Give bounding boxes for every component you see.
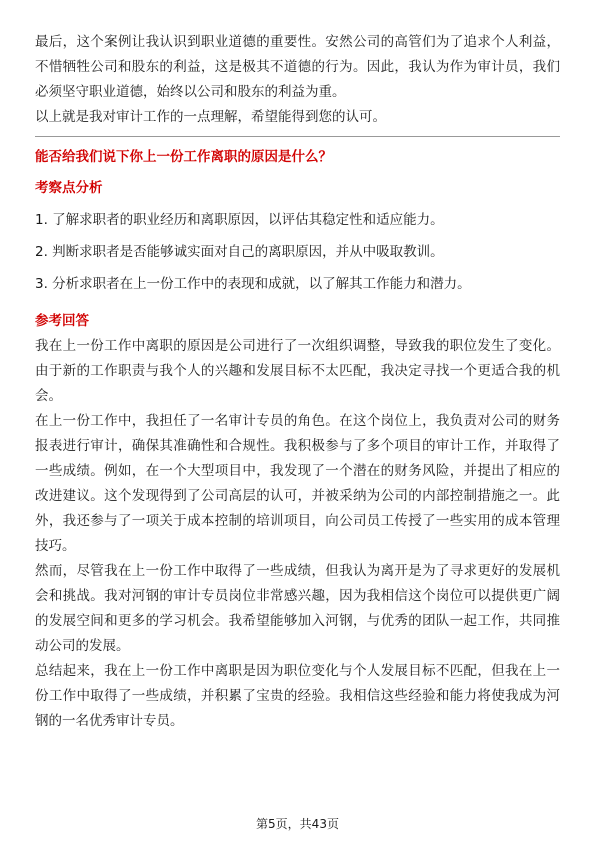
answer-paragraph-1: 我在上一份工作中离职的原因是公司进行了一次组织调整，导致我的职位发生了变化。由于新的工作职责与我个人的兴趣和发展目标不太匹配，我决定寻找一个更适合我的机会。	[35, 338, 560, 404]
intro-paragraph-1: 最后，这个案例让我认识到职业道德的重要性。安然公司的高管们为了追求个人利益，不惜牺牲公司和股东的利益，这是极其不道德的行为。因此，我认为作为审计员，我们必须坚守职业道德，始终以公司和股东的利益为重。	[35, 34, 560, 100]
analysis-item-2: 2. 判断求职者是否能够诚实面对自己的离职原因，并从中吸取教训。	[35, 244, 444, 260]
analysis-item-3: 3. 分析求职者在上一份工作中的表现和成就，以了解其工作能力和潜力。	[35, 276, 471, 292]
analysis-title: 考察点分析	[35, 180, 103, 196]
analysis-item-1: 1. 了解求职者的职业经历和离职原因，以评估其稳定性和适应能力。	[35, 212, 444, 228]
page-number: 第5页，共43页	[256, 817, 339, 831]
answer-paragraph-2: 在上一份工作中，我担任了一名审计专员的角色。在这个岗位上，我负责对公司的财务报表进行审计，确保其准确性和合规性。我积极参与了多个项目的审计工作，并取得了一些成绩。例如，在一个大型项目中，我发现了一个潜在的财务风险，并提出了相应的改进建议。这个发现得到了公司高层的认可，并被采纳为公司的内部控制措施之一。此外，我还参与了一项关于成本控制的培训项目，向公司员工传授了一些实用的成本管理技巧。	[35, 413, 560, 554]
answer-title: 参考回答	[35, 313, 89, 329]
answer-paragraph-3: 然而，尽管我在上一份工作中取得了一些成绩，但我认为离开是为了寻求更好的发展机会和挑战。我对河钢的审计专员岗位非常感兴趣，因为我相信这个岗位可以提供更广阔的发展空间和更多的学习机会。我希望能够加入河钢，与优秀的团队一起工作，共同推动公司的发展。	[35, 563, 560, 654]
section-divider	[35, 136, 560, 137]
question-heading: 能否给我们说下你上一份工作离职的原因是什么？	[35, 149, 332, 165]
answer-paragraph-4: 总结起来，我在上一份工作中离职是因为职位变化与个人发展目标不匹配，但我在上一份工作中取得了一些成绩，并积累了宝贵的经验。我相信这些经验和能力将使我成为河钢的一名优秀审计专员。	[35, 663, 560, 729]
document-page	[35, 30, 560, 734]
intro-paragraph-2: 以上就是我对审计工作的一点理解，希望能得到您的认可。	[35, 109, 386, 125]
